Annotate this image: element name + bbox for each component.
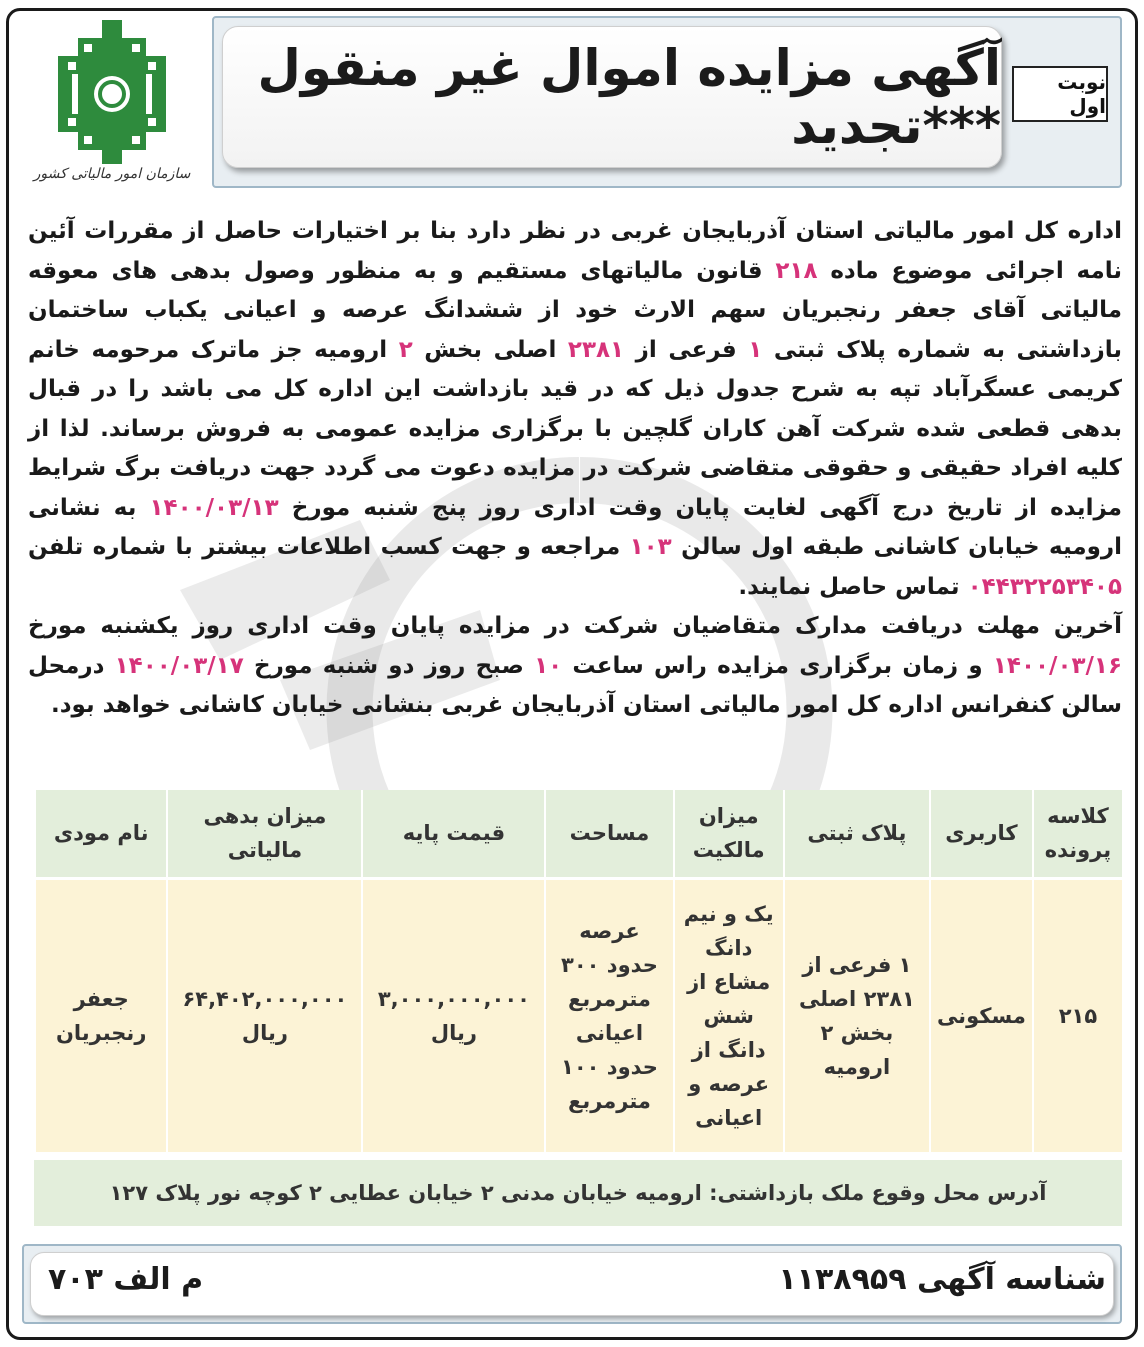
plate-main-number: ۲۳۸۱ bbox=[567, 336, 625, 363]
table-cell: ۶۴,۴۰۲,۰۰۰,۰۰۰ ریال bbox=[167, 878, 362, 1152]
table-cell: ۳,۰۰۰,۰۰۰,۰۰۰ ریال bbox=[362, 878, 545, 1152]
district-number: ۲ bbox=[398, 336, 413, 363]
column-header: نام مودی bbox=[35, 790, 167, 878]
column-header: کلاسه پرونده bbox=[1033, 790, 1122, 878]
body-text: تماس حاصل نمایند. bbox=[738, 573, 968, 600]
ad-identifier: شناسه آگهی ۱۱۳۸۹۵۹ bbox=[778, 1262, 1106, 1297]
hall-number: ۱۰۳ bbox=[629, 534, 672, 560]
plate-number: ۱ bbox=[748, 336, 763, 363]
body-text: به نشانی ارومیه خیابان کاشانی طبقه اول سالن bbox=[28, 494, 1122, 560]
table-cell: ۲۱۵ bbox=[1033, 878, 1122, 1152]
table-cell: مسکونی bbox=[930, 878, 1033, 1152]
column-header: قیمت پایه bbox=[362, 790, 545, 878]
auction-hour: ۱۰ bbox=[534, 652, 563, 679]
deadline-date: ۱۴۰۰/۰۳/۱۳ bbox=[149, 494, 279, 521]
auction-table bbox=[34, 790, 1122, 1152]
body-text: قانون مالیاتهای مستقیم و به منظور وصول بدهی های معوقه مالیاتی آقای جعفر رنجبریان سهم الارث خود از ششدانگ عرصه و اعیانی یکباب ساختمان بازداشتی به شماره پلاک ثبتی bbox=[28, 257, 1122, 363]
auction-date: ۱۴۰۰/۰۳/۱۷ bbox=[114, 652, 244, 679]
table-cell: جعفر رنجبریان bbox=[35, 878, 167, 1152]
ad-code: م الف ۷۰۳ bbox=[48, 1262, 204, 1297]
table-row bbox=[35, 878, 1122, 1152]
body-text: صبح روز دو شنبه مورخ bbox=[243, 652, 535, 679]
body-text: اداره کل امور مالیاتی استان آذربایجان غربی در نظر دارد بنا بر اختیارات حاصل از مقررات آئین نامه اجرائی موضوع ماده bbox=[28, 218, 1123, 284]
logo-caption: سازمان امور مالیاتی کشور bbox=[33, 166, 191, 182]
body-text: درمحل سالن کنفرانس اداره کل امور مالیاتی استان آذربایجان غربی بنشانی خیابان کاشانی خواهد بود. bbox=[28, 652, 1122, 718]
column-header: پلاک ثبتی bbox=[784, 790, 930, 878]
announcement-body bbox=[28, 212, 1122, 726]
column-header: میزان مالکیت bbox=[674, 790, 784, 878]
page-title: آگهی مزایده اموال غیر منقول ***تجدید bbox=[257, 39, 1001, 155]
title-panel bbox=[222, 26, 1002, 168]
column-header: مساحت bbox=[545, 790, 673, 878]
article-number: ۲۱۸ bbox=[775, 257, 818, 284]
table-cell: یک و نیم دانگ مشاع از شش دانگ از عرصه و اعیانی bbox=[674, 878, 784, 1152]
table-cell: عرصه حدود ۳۰۰ مترمربع اعیانی حدود ۱۰۰ مترمربع bbox=[545, 878, 673, 1152]
property-address: آدرس محل وقوع ملک بازداشتی: ارومیه خیابان مدنی ۲ خیابان عطایی ۲ کوچه نور پلاک ۱۲۷ bbox=[34, 1160, 1122, 1226]
column-header: میزان بدهی مالیاتی bbox=[167, 790, 362, 878]
body-text: اصلی بخش bbox=[412, 336, 568, 363]
table-cell: ۱ فرعی از ۲۳۸۱ اصلی بخش ۲ ارومیه bbox=[784, 878, 930, 1152]
tax-organization-logo bbox=[18, 16, 206, 216]
body-text: فرعی از bbox=[624, 336, 749, 363]
table-header-row bbox=[35, 790, 1122, 878]
column-header: کاربری bbox=[930, 790, 1033, 878]
documents-deadline-date: ۱۴۰۰/۰۳/۱۶ bbox=[992, 652, 1122, 679]
round-badge: نوبت اول bbox=[1012, 66, 1108, 122]
body-text: و زمان برگزاری مزایده راس ساعت bbox=[562, 652, 993, 679]
body-text: مراجعه و جهت کسب اطلاعات بیشتر با شماره تلفن bbox=[28, 534, 630, 560]
phone-number: ۰۴۴۳۲۲۵۳۴۰۵ bbox=[967, 573, 1122, 600]
body-text: آخرین مهلت دریافت مدارک متقاضیان شرکت در مزایده پایان وقت اداری روز یکشنبه مورخ bbox=[28, 613, 1122, 639]
body-text: ارومیه جز ماترک مرحومه خانم کریمی عسگرآباد تپه به شرح جدول ذیل که در قید بازداشت این اداره کل می باشد را در قبال بدهی قطعی شده شرکت آهن کاران گلچین با برگزاری مزایده عمومی به فروش برساند. لذا از کلیه افراد حقیقی و حقوقی متقاضی شرکت در مزایده دعوت می گردد جهت دریافت برگ شرایط مزایده از تاریخ درج آگهی لغایت پایان وقت اداری روز پنج شنبه مورخ bbox=[28, 336, 1123, 521]
